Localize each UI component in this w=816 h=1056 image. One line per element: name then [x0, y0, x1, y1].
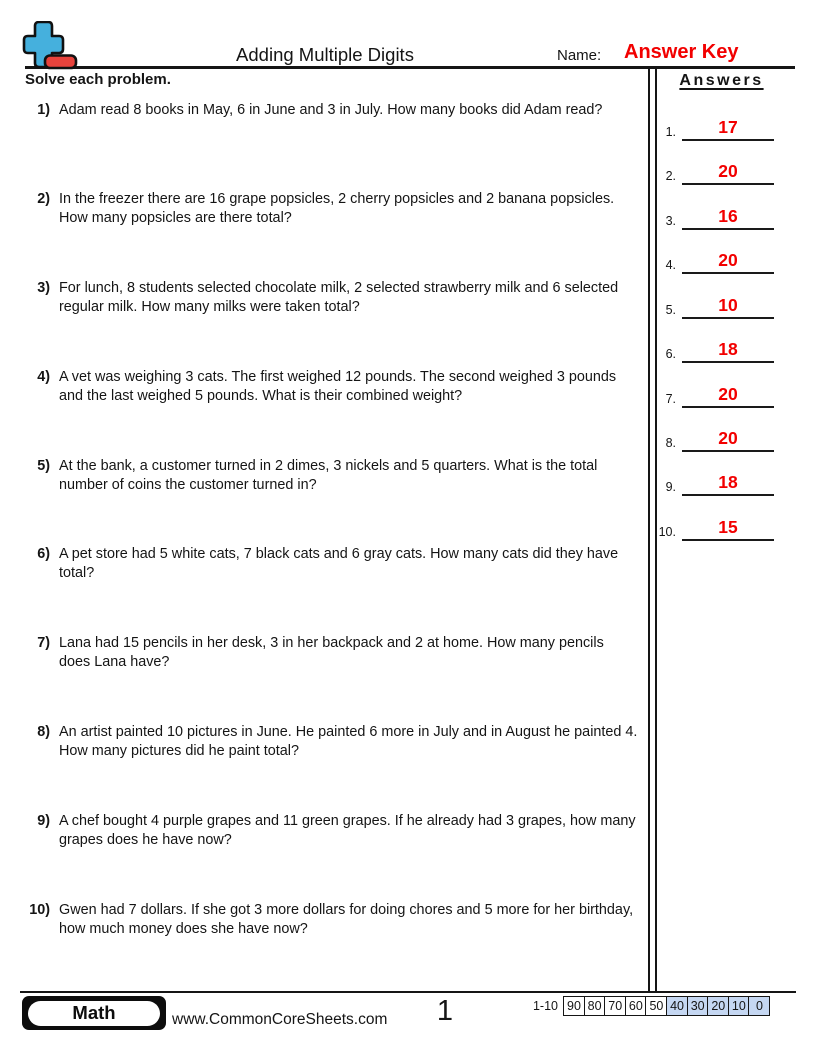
problem-number: 1)	[37, 102, 50, 118]
score-table	[530, 995, 770, 1016]
problem-item	[24, 190, 638, 279]
answer-blank	[682, 516, 774, 542]
problem-text: A pet store had 5 white cats, 7 black cats and 6 gray cats. How many cats did they have total?	[59, 546, 619, 582]
score-cell: 50	[645, 996, 667, 1016]
score-cell: 60	[625, 996, 647, 1016]
header-divider	[25, 66, 795, 69]
answer-row	[656, 240, 784, 274]
answer-number: 9.	[665, 480, 676, 494]
answer-row	[656, 151, 784, 185]
answer-number: 3.	[665, 214, 676, 228]
answers-heading: Answers	[679, 72, 764, 89]
answer-number: 7.	[665, 392, 676, 406]
answer-number: 6.	[665, 347, 676, 361]
website-text: www.CommonCoreSheets.com	[172, 1011, 388, 1028]
answer-row	[656, 374, 784, 408]
answer-value: 16	[718, 205, 738, 226]
score-cell: 20	[707, 996, 729, 1016]
name-label: Name:	[557, 47, 602, 64]
problem-number: 4)	[37, 368, 50, 385]
score-range-label: 1-10	[532, 998, 558, 1013]
score-cell: 0	[748, 996, 770, 1016]
problem-item	[24, 545, 638, 634]
answer-number: 8.	[665, 436, 676, 450]
answer-row	[656, 462, 784, 496]
answer-blank	[682, 471, 774, 497]
score-cell: 90	[563, 996, 585, 1016]
subject-badge-pill	[28, 1001, 160, 1026]
subject-badge-label: Math	[72, 1002, 116, 1023]
problem-item	[24, 457, 638, 546]
footer-divider	[20, 991, 796, 993]
problem-item	[24, 368, 638, 457]
problem-text: A vet was weighing 3 cats. The first weighed 12 pounds. The second weighed 3 pounds and the last weighed 5 pounds. What is their combined weight?	[59, 368, 617, 404]
answer-value: 20	[718, 249, 738, 270]
answer-key-label: Answer Key	[624, 41, 739, 63]
problem-item	[24, 101, 638, 190]
answer-row	[656, 107, 784, 141]
answer-blank	[682, 116, 774, 142]
answer-value: 18	[718, 471, 738, 492]
answer-value: 10	[718, 294, 738, 315]
problem-text: Gwen had 7 dollars. If she got 3 more dollars for doing chores and 5 more for her birthday, how much money does she have now?	[59, 902, 634, 938]
answer-row	[656, 418, 784, 452]
answer-blank	[682, 338, 774, 364]
answer-value: 18	[718, 338, 738, 359]
subject-badge	[22, 996, 166, 1030]
problem-number: 6)	[37, 546, 50, 563]
problem-item	[24, 901, 638, 990]
problem-number: 9)	[37, 813, 50, 830]
minus-icon	[45, 56, 76, 69]
problem-text: An artist painted 10 pictures in June. He painted 6 more in July and in August he painted 4. How many pictures did he paint total?	[59, 724, 638, 760]
answer-blank	[682, 383, 774, 409]
problem-text: In the freezer there are 16 grape popsicles, 2 cherry popsicles and 2 banana popsicles. How many popsicles are there total?	[59, 190, 615, 226]
answer-row	[656, 507, 784, 541]
problem-number: 7)	[37, 635, 50, 652]
answer-number: 2.	[665, 169, 676, 183]
plus-minus-logo-graphic	[22, 21, 78, 70]
answer-value: 15	[718, 516, 738, 537]
answer-number: 10.	[658, 525, 676, 539]
problem-text: A chef bought 4 purple grapes and 11 green grapes. If he already had 3 grapes, how many grapes does he have now?	[59, 813, 636, 849]
score-cell: 30	[687, 996, 709, 1016]
answer-row	[656, 196, 784, 230]
answer-number: 5.	[665, 303, 676, 317]
problem-item	[24, 279, 638, 368]
answers-panel	[653, 68, 790, 539]
instructions-text: Solve each problem.	[25, 71, 171, 88]
answer-blank	[682, 427, 774, 453]
problem-number: 5)	[37, 457, 50, 474]
answer-blank	[682, 249, 774, 275]
plus-minus-logo	[22, 21, 78, 75]
answer-blank	[682, 205, 774, 231]
problem-text: For lunch, 8 students selected chocolate milk, 2 selected strawberry milk and 6 selected regular milk. How many milks were taken total?	[59, 279, 619, 315]
answer-number: 1.	[665, 125, 676, 139]
worksheet-title: Adding Multiple Digits	[236, 44, 414, 65]
page-number: 1	[436, 995, 454, 1027]
answer-row	[656, 329, 784, 363]
problem-number: 8)	[37, 724, 50, 741]
problem-number: 2)	[37, 190, 50, 207]
problem-item	[24, 812, 638, 901]
problem-number: 10)	[29, 902, 50, 919]
answer-number: 4.	[665, 258, 676, 272]
answer-value: 20	[718, 427, 738, 448]
problem-item	[24, 634, 638, 723]
problems-list	[24, 101, 638, 990]
problem-text: Adam read 8 books in May, 6 in June and 3 in July. How many books did Adam read?	[59, 102, 603, 118]
score-cell: 10	[728, 996, 750, 1016]
answer-blank	[682, 160, 774, 186]
score-cell: 80	[584, 996, 606, 1016]
answer-blank	[682, 294, 774, 320]
problem-text: Lana had 15 pencils in her desk, 3 in her backpack and 2 at home. How many pencils does Lana have?	[59, 635, 604, 671]
score-cell: 40	[666, 996, 688, 1016]
problem-item	[24, 723, 638, 812]
answer-value: 17	[718, 116, 738, 137]
answer-value: 20	[718, 383, 738, 404]
answer-row	[656, 285, 784, 319]
problem-text: At the bank, a customer turned in 2 dimes, 3 nickels and 5 quarters. What is the total number of coins the customer turned in?	[59, 457, 598, 493]
answer-value: 20	[718, 160, 738, 181]
problem-number: 3)	[37, 279, 50, 296]
score-cell: 70	[604, 996, 626, 1016]
